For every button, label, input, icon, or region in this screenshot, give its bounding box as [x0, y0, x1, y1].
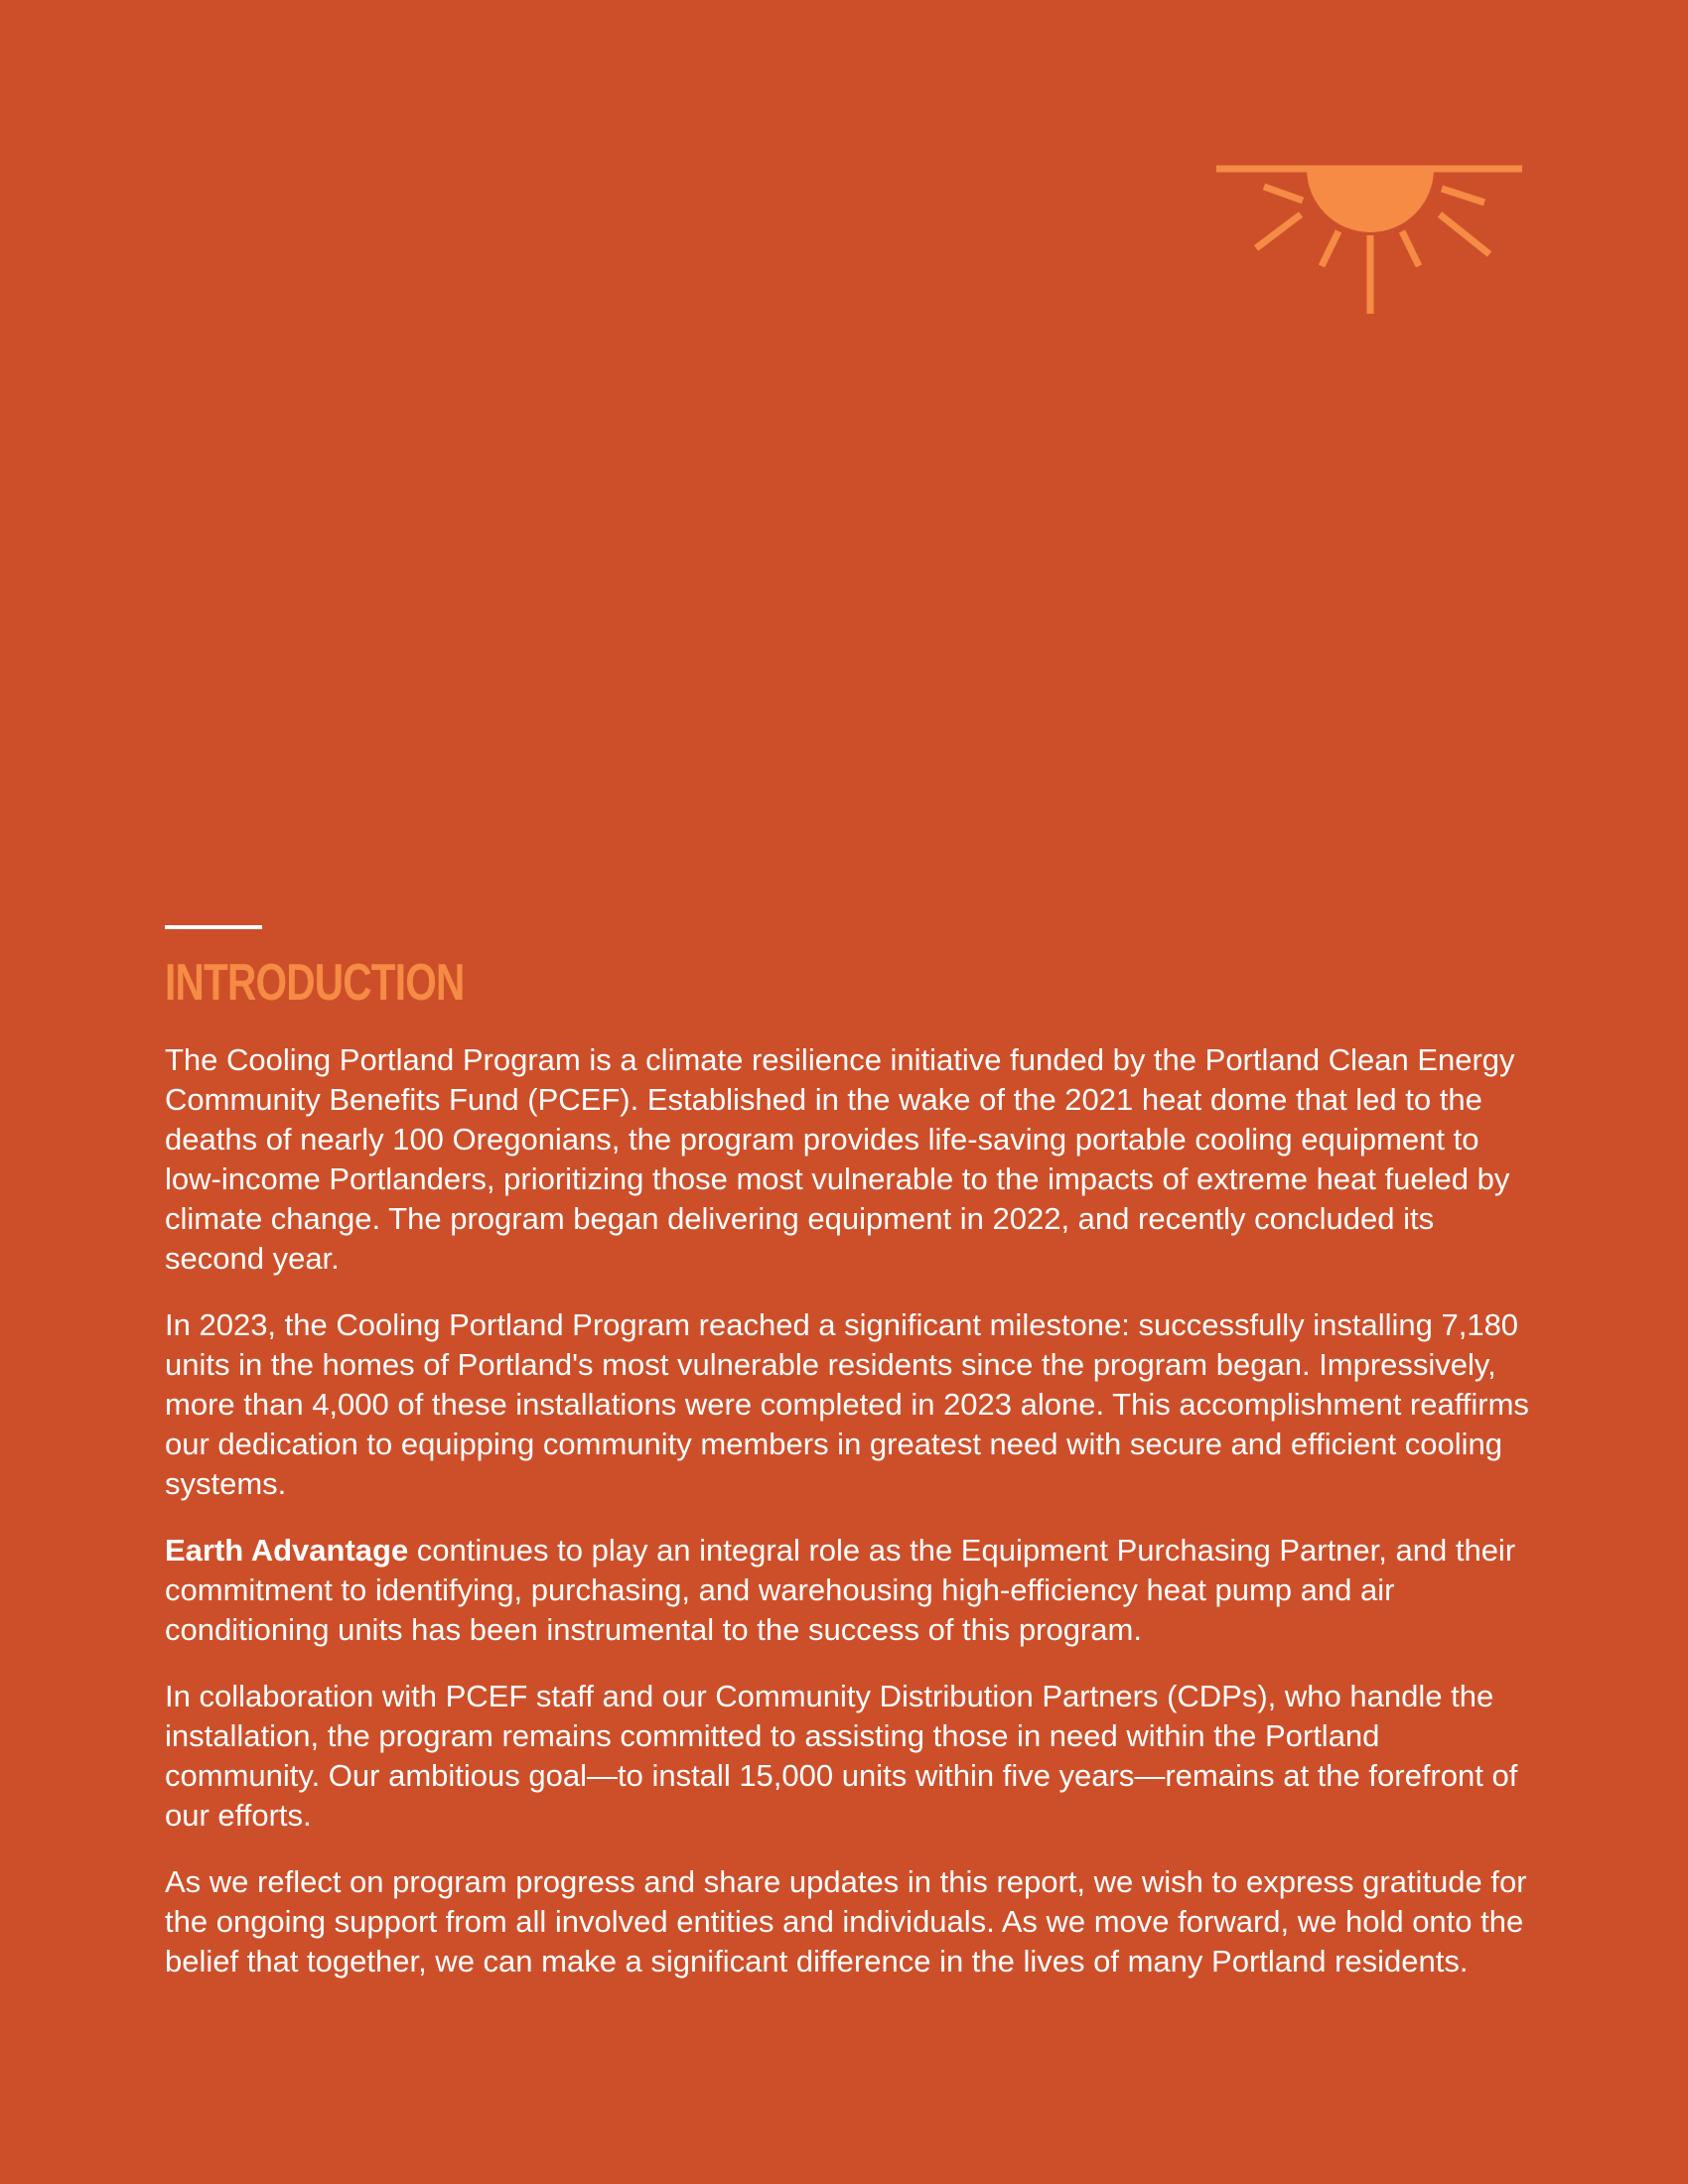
paragraph-3-text: continues to play an integral role as the Equipment Purchasing Partner, and their commitment to identifying, purchasing, and warehousing high-efficiency heat pump and air conditioning units has been instrumental to the success of this program. — [165, 1533, 1516, 1647]
paragraph-2: In 2023, the Cooling Portland Program reached a significant milestone: successfully installing 7,180 units in the homes of Portland's most vulnerable residents since the program began. Impressively, more than 4,000 of these installations were completed in 2023 alone. This accomplishment reaffirms our dedication to equipping community members in greatest need with secure and efficient cooling systems. — [165, 1307, 1529, 1501]
paragraph-3 — [165, 1531, 1535, 1650]
paragraph-1: The Cooling Portland Program is a climate resilience initiative funded by the Portland Clean Energy Community Benefits Fund (PCEF). Established in the wake of the 2021 heat dome that led to the deaths of nearly 100 Oregonians, the program provides life-saving portable cooling equipment to low-income Portlanders, prioritizing those most vulnerable to the impacts of extreme heat fueled by climate change. The program began delivering equipment in 2022, and recently concluded its second year. — [165, 1042, 1515, 1276]
paragraph-4: In collaboration with PCEF staff and our Community Distribution Partners (CDPs), who handle the installation, the program remains committed to assisting those in need within the Portland community. Our ambitious goal—to install 15,000 units within five years—remains at the forefront of our efforts. — [165, 1679, 1518, 1833]
heading-divider — [165, 925, 262, 929]
earth-advantage-name: Earth Advantage — [165, 1533, 409, 1568]
body-text — [165, 1040, 1535, 2008]
paragraph-5: As we reflect on program progress and share updates in this report, we wish to express gratitude for the ongoing support from all involved entities and individuals. As we move forward, we hold onto the belief that together, we can make a significant difference in the lives of many Portland residents. — [165, 1864, 1527, 1979]
sun-icon — [1211, 159, 1529, 328]
section-heading: INTRODUCTION — [165, 954, 465, 1012]
